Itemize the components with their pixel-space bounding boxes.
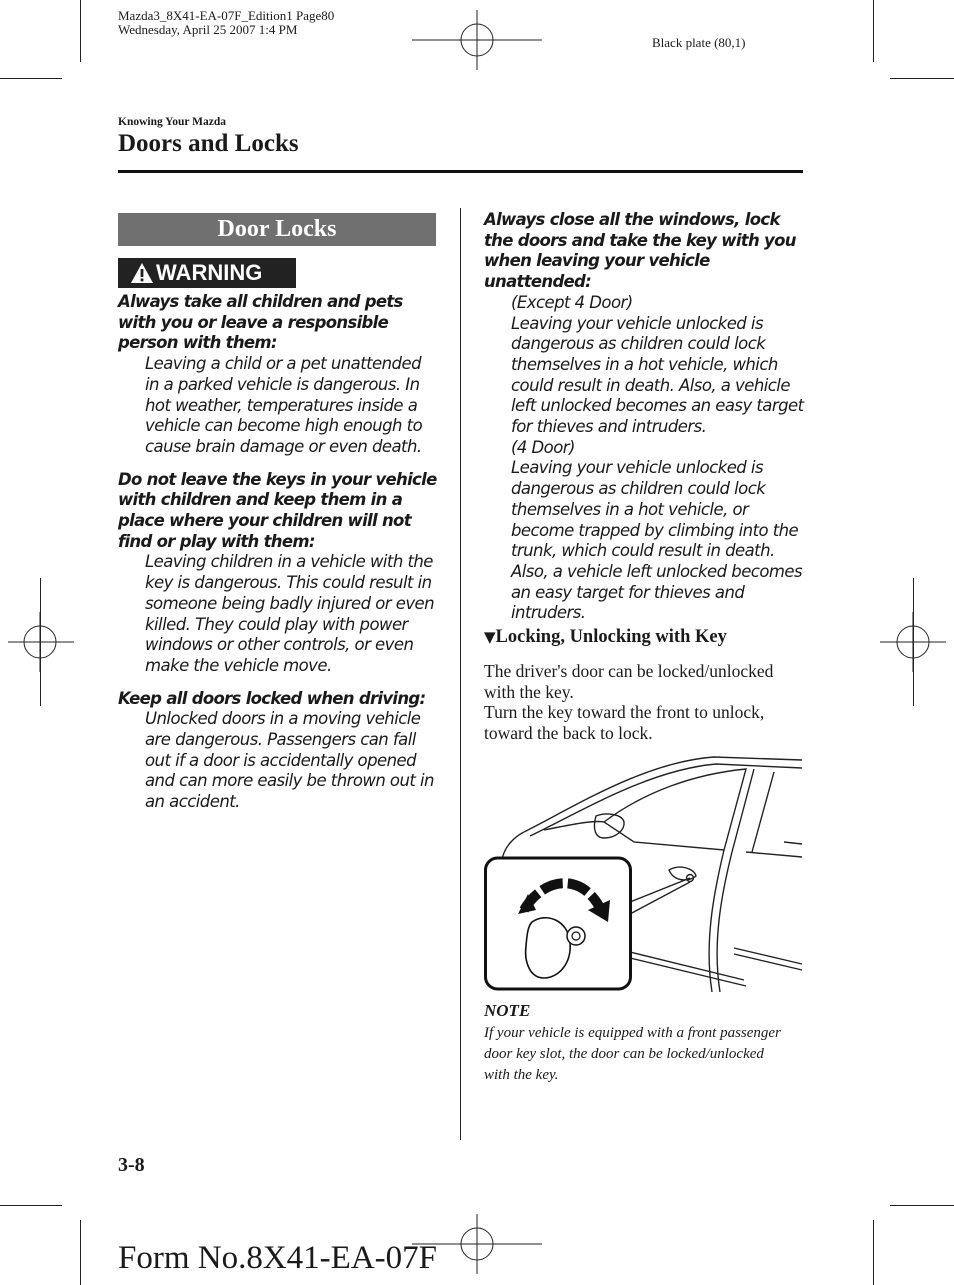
plate-label: Black plate (80,1) [652, 35, 746, 50]
subsection-title: Locking, Unlocking with Key [495, 627, 727, 647]
right-column-warning [484, 210, 804, 624]
page-number: 3-8 [118, 1154, 145, 1176]
triangle-down-icon: ▼ [484, 628, 496, 646]
chapter-label: Knowing Your Mazda [118, 116, 226, 128]
door-lock-illustration [484, 752, 804, 997]
warning-2-body: Leaving children in a vehicle with the key is dangerous. This could result in someone being badly injured or even killed. They could play with power windows or other controls, or even make the vehicle move. [145, 552, 435, 675]
registration-mark-top [412, 10, 542, 70]
left-column [118, 292, 438, 813]
print-date-line: Wednesday, April 25 2007 1:4 PM [118, 22, 298, 37]
warning-triangle-icon [130, 262, 154, 284]
warning-label: WARNING [156, 260, 263, 285]
page-title: Doors and Locks [118, 130, 299, 157]
registration-mark-left [8, 612, 74, 672]
warning-3-body: Unlocked doors in a moving vehicle are dangerous. Passengers can fall out if a door is accidentally opened and can more easily be thrown out in an accident. [145, 709, 434, 812]
warning-1-heading: Always take all children and pets with you or leave a responsible person with them: [118, 292, 403, 353]
warning-1-body: Leaving a child or a pet unattended in a parked vehicle is dangerous. In hot weather, temperatures inside a vehicle can become high enough to cause brain damage or even death. [145, 354, 423, 456]
subsection-heading [484, 627, 727, 648]
note-heading: NOTE [484, 1001, 531, 1020]
print-file-line: Mazda3_8X41-EA-07F_Edition1 Page80 [118, 8, 335, 23]
paragraph-1: The driver's door can be locked/unlocked with the key. [484, 661, 774, 702]
registration-mark-right [880, 612, 946, 672]
form-number: Form No.8X41-EA-07F [118, 1240, 437, 1276]
four-door-label: (4 Door) [511, 437, 575, 457]
warning-2-heading: Do not leave the keys in your vehicle with children and keep them in a place where your children will not find or play with them: [118, 469, 437, 551]
subsection-body [484, 661, 804, 744]
paragraph-2: Turn the key toward the front to unlock, toward the back to lock. [484, 702, 765, 744]
section-title: Door Locks [118, 213, 436, 246]
header-rule [118, 170, 803, 173]
four-door-body: Leaving your vehicle unlocked is dangerous as children could lock themselves in a hot vehicle, or become trapped by climbing into the trunk, which could result in death. Also, a vehicle left unlocked becomes an easy target for thieves and intruders. [511, 458, 803, 623]
warning-4-heading: Always close all the windows, lock the doors and take the key with you when leaving your vehicle unattended: [484, 210, 796, 292]
column-divider [460, 208, 461, 1140]
warning-3-heading: Keep all doors locked when driving: [118, 688, 426, 708]
note-text: If your vehicle is equipped with a front passenger door key slot, the door can be locked/unlocked with the key. [484, 1025, 781, 1083]
except-4-door-label: (Except 4 Door) [511, 292, 633, 312]
except-4-door-body: Leaving your vehicle unlocked is dangerous as children could lock themselves in a hot vehicle, which could result in death. Also, a vehicle left unlocked becomes an easy target for thieves and intruders. [511, 313, 804, 437]
warning-badge [118, 258, 296, 288]
